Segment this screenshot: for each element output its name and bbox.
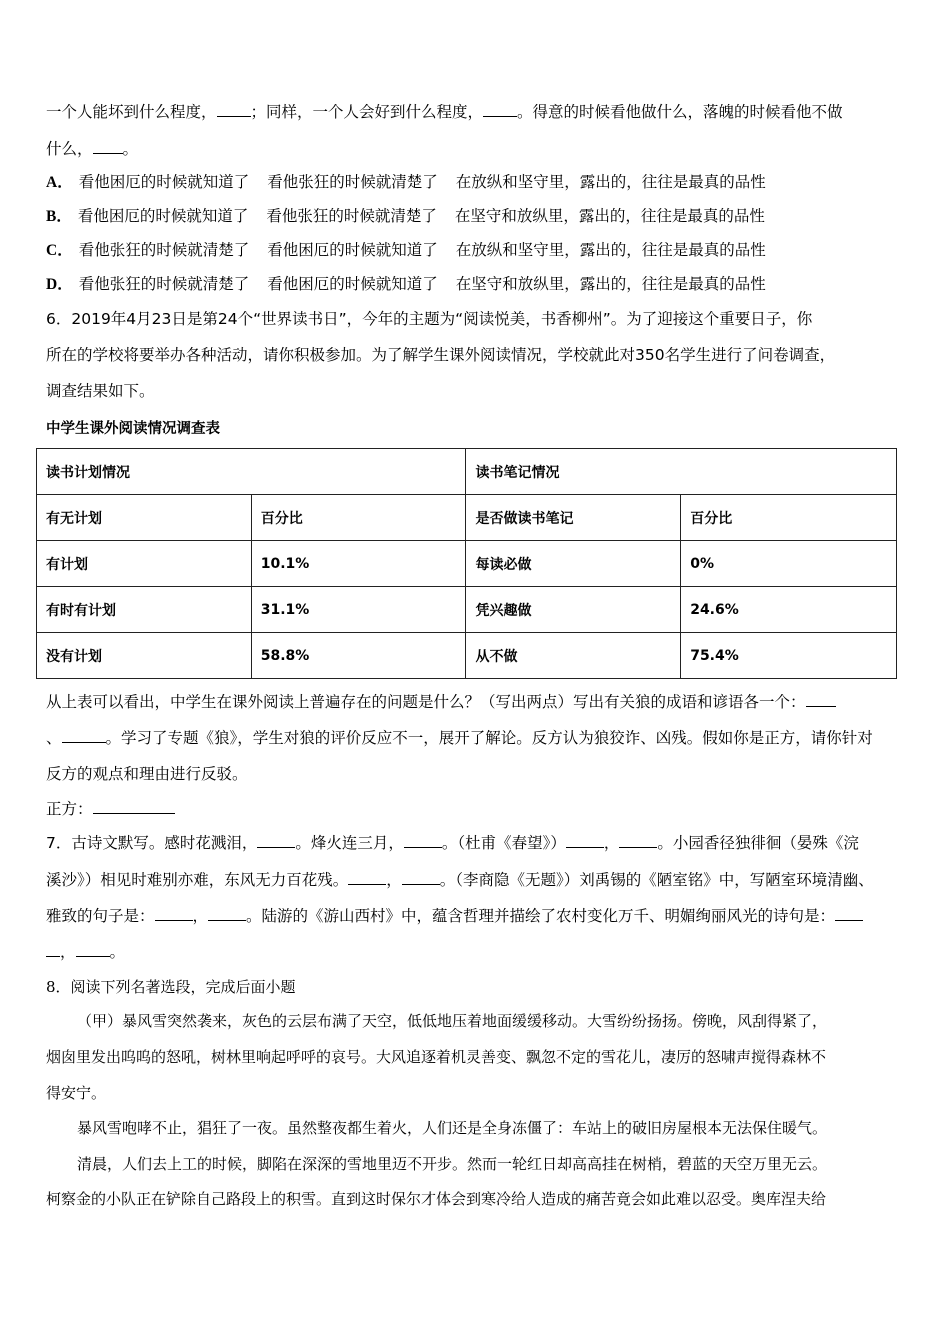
text: 从上表可以看出，中学生在课外阅读上普遍存在的问题是什么？（写出两点）写出有关狼的成语和谚语各一个： [46, 693, 806, 711]
text: 。烽火连三月， [295, 834, 404, 852]
q6-after-line-1 [46, 692, 836, 712]
table-cell: 没有计划 [37, 633, 252, 679]
text: 什么， [46, 140, 93, 158]
option-part: 看他困厄的时候就知道了 [78, 173, 250, 191]
q6-after-line-3: 反方的观点和理由进行反驳。 [46, 765, 248, 783]
answer-blank [257, 833, 295, 848]
q5-stem-line2 [46, 139, 138, 159]
answer-blank [806, 692, 836, 707]
table-cell: 凭兴趣做 [466, 587, 681, 633]
q5-option-b [46, 206, 765, 227]
q6-line-1: 6．2019年4月23日是第24个“世界读书日”，今年的主题为“阅读悦美，书香柳州”。为了迎接这个重要日子，你 [46, 310, 813, 328]
q6-after-line-2 [46, 728, 873, 748]
option-part: 看他困厄的时候就知道了 [77, 207, 249, 225]
text: ， [192, 907, 209, 925]
table-cell: 24.6% [681, 587, 897, 633]
text: 一个人能坏到什么程度， [46, 103, 217, 121]
table-header-row [37, 495, 897, 541]
q5-option-c [46, 240, 766, 261]
option-key: B． [46, 208, 72, 225]
group-header-cell: 读书笔记情况 [466, 449, 897, 495]
option-part: 看他困厄的时候就知道了 [267, 241, 438, 259]
answer-blank [619, 833, 657, 848]
header-cell: 百分比 [681, 495, 897, 541]
answer-label: 正方： [46, 800, 93, 818]
table-cell: 58.8% [251, 633, 466, 679]
table-row [37, 541, 897, 587]
option-part: 看他困厄的时候就知道了 [267, 275, 438, 293]
text: ；同样，一个人会好到什么程度， [250, 103, 484, 121]
q8-paragraph-line: 清晨，人们去上工的时候，脚陷在深深的雪地里迈不开步。然而一轮红日却高高挂在树梢，碧蓝的天空万里无云。 [77, 1155, 828, 1173]
q8-paragraph-line: 得安宁。 [46, 1084, 107, 1102]
q5-stem-line1 [46, 102, 843, 122]
table-cell: 75.4% [681, 633, 897, 679]
answer-blank [483, 102, 517, 117]
answer-blank [76, 942, 110, 957]
q8-paragraph-line: （甲）暴风雪突然袭来，灰色的云层布满了天空，低低地压着地面缓缓移动。大雪纷纷扬扬。傍晚，风刮得紧了， [77, 1012, 828, 1030]
table-cell: 有计划 [37, 541, 252, 587]
q7-line-1 [46, 833, 859, 853]
q7-line-3 [46, 906, 863, 926]
table-row [37, 633, 897, 679]
table-row [37, 587, 897, 633]
table-cell: 10.1% [251, 541, 466, 587]
table-cell: 每读必做 [466, 541, 681, 587]
header-cell: 是否做读书笔记 [466, 495, 681, 541]
q7-line-4 [46, 942, 125, 962]
text: 。 [109, 943, 126, 961]
option-part: 看他张狂的时候就清楚了 [267, 173, 438, 191]
text: 。陆游的《游山西村》中，蕴含哲理并描绘了农村变化万千、明媚绚丽风光的诗句是： [246, 907, 836, 925]
option-part: 在坚守和放纵里，露出的，往往是最真的品性 [455, 275, 766, 293]
table-title: 中学生课外阅读情况调查表 [46, 421, 220, 437]
answer-blank [402, 870, 440, 885]
option-part: 在坚守和放纵里，露出的，往往是最真的品性 [454, 207, 765, 225]
text: 、 [46, 729, 62, 747]
answer-blank [348, 870, 386, 885]
text: 溪沙》）相见时难别亦难，东风无力百花残。 [46, 871, 349, 889]
q5-option-a [46, 172, 766, 193]
option-part: 看他张狂的时候就清楚了 [78, 275, 250, 293]
option-part: 在放纵和坚守里，露出的，往往是最真的品性 [455, 241, 766, 259]
text: 。（杜甫《春望》） [441, 834, 566, 852]
answer-blank [404, 833, 442, 848]
text: 7．古诗文默写。感时花溅泪， [46, 834, 258, 852]
answer-blank [208, 906, 246, 921]
header-cell: 百分比 [251, 495, 466, 541]
table-cell: 有时有计划 [37, 587, 252, 633]
text: 。（李商隐《无题》）刘禹锡的《陋室铭》中，写陋室环境清幽、 [439, 871, 874, 889]
q7-line-2 [46, 870, 874, 890]
answer-blank [566, 833, 604, 848]
survey-table [36, 448, 897, 679]
option-part: 看他张狂的时候就清楚了 [266, 207, 437, 225]
answer-blank [155, 906, 193, 921]
text: 雅致的句子是： [46, 907, 155, 925]
option-key: A． [46, 174, 73, 191]
text: 。得意的时候看他做什么，落魄的时候看他不做 [517, 103, 843, 121]
q6-answer-line [46, 799, 175, 819]
text: ， [386, 871, 402, 889]
option-key: D． [46, 276, 73, 293]
text: 。学习了专题《狼》，学生对狼的评价反应不一，展开了解论。反方认为狼狡诈、凶残。假如你是正方，请你针对 [105, 729, 873, 747]
header-cell: 有无计划 [37, 495, 252, 541]
text: 。 [122, 140, 139, 158]
q8-paragraph-line: 烟囱里发出呜呜的怒吼，树林里响起呼呼的哀号。大风追逐着机灵善变、飘忽不定的雪花儿，凄厉的怒啸声搅得森林不 [46, 1048, 827, 1066]
table-cell: 31.1% [251, 587, 466, 633]
answer-blank [93, 799, 175, 814]
table-cell: 从不做 [466, 633, 681, 679]
group-header-cell: 读书计划情况 [37, 449, 466, 495]
q8-paragraph-line: 柯察金的小队正在铲除自己路段上的积雪。直到这时保尔才体会到寒冷给人造成的痛苦竟会如此难以忍受。奥库涅夫给 [46, 1190, 827, 1208]
answer-blank [217, 102, 251, 117]
answer-blank [835, 906, 863, 921]
q8-title: 8．阅读下列名著选段，完成后面小题 [46, 978, 296, 996]
text: ， [603, 834, 620, 852]
option-key: C． [46, 242, 73, 259]
q6-line-2: 所在的学校将要举办各种活动，请你积极参加。为了解学生课外阅读情况，学校就此对350名学生进行了问卷调查， [46, 346, 836, 364]
table-cell: 0% [681, 541, 897, 587]
option-part: 在放纵和坚守里，露出的，往往是最真的品性 [455, 173, 766, 191]
answer-blank [93, 139, 123, 154]
q6-line-3: 调查结果如下。 [46, 382, 155, 400]
option-part: 看他张狂的时候就清楚了 [78, 241, 250, 259]
table-group-header-row [37, 449, 897, 495]
answer-blank [46, 942, 60, 957]
q5-option-d [46, 274, 766, 295]
text: 。小园香径独徘徊（晏殊《浣 [657, 834, 859, 852]
text: ， [60, 943, 76, 961]
q8-paragraph-line: 暴风雪咆哮不止，猖狂了一夜。虽然整夜都生着火，人们还是全身冻僵了：车站上的破旧房屋根本无法保住暖气。 [77, 1119, 828, 1137]
answer-blank [62, 728, 106, 743]
